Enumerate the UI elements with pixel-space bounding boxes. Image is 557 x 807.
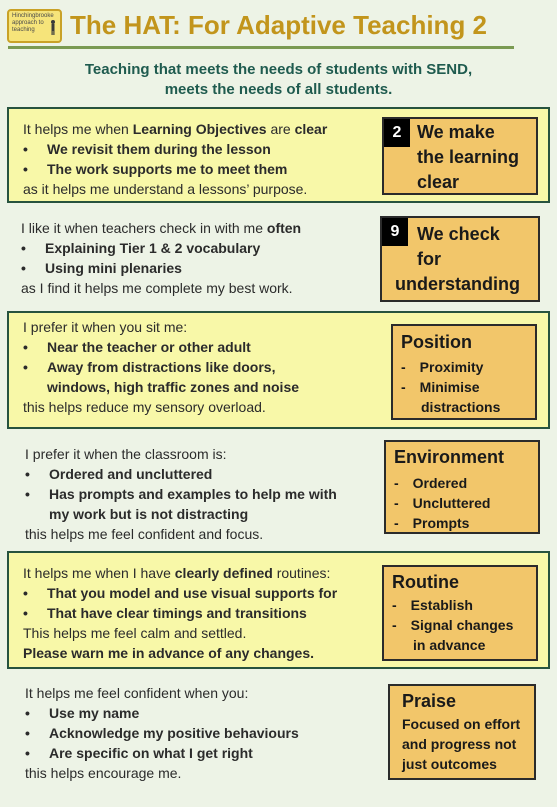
list-item: • Away from distractions like doors, xyxy=(23,359,276,375)
strategy-card xyxy=(384,440,540,534)
card-item: Focused on effort xyxy=(402,716,521,732)
card-item: - Establish xyxy=(392,597,473,613)
strategy-card xyxy=(382,565,538,661)
section-closing: this helps reduce my sensory overload. xyxy=(23,399,266,415)
card-item: - Proximity xyxy=(401,359,484,375)
section-warning: Please warn me in advance of any changes. xyxy=(23,645,315,661)
section-closing: as it helps me understand a lessons’ purpose. xyxy=(23,181,308,197)
section-intro: It helps me feel confident when you: xyxy=(25,685,249,701)
section-check-understanding xyxy=(7,210,550,306)
strategy-card xyxy=(391,324,537,420)
card-item-continued: in advance xyxy=(413,637,486,653)
section-intro: I like it when teachers check in with me often xyxy=(21,220,302,236)
card-item: - Uncluttered xyxy=(394,495,491,511)
section-closing: this helps encourage me. xyxy=(25,765,182,781)
section-closing: as I find it helps me complete my best work. xyxy=(21,280,293,296)
card-item: - Signal changes xyxy=(392,617,514,633)
strategy-card xyxy=(382,117,538,195)
logo-text: Hinchingbrooke approach to teaching xyxy=(12,13,54,33)
list-item: • That have clear timings and transitions xyxy=(23,605,307,621)
subtitle-line-2: meets the needs of all students. xyxy=(164,81,393,98)
strategy-card xyxy=(388,684,536,780)
card-item: and progress not xyxy=(402,736,517,752)
section-intro: I prefer it when the classroom is: xyxy=(25,446,227,462)
section-intro: It helps me when I have clearly defined routines: xyxy=(23,565,331,581)
list-item: • We revisit them during the lesson xyxy=(23,141,271,157)
section-praise xyxy=(7,677,550,789)
card-heading-line: We check xyxy=(417,224,500,244)
card-item: - Prompts xyxy=(394,515,470,531)
card-heading-line: We make xyxy=(417,122,495,142)
list-item-continued: my work but is not distracting xyxy=(49,506,249,522)
card-item-continued: distractions xyxy=(421,399,501,415)
section-intro: I prefer it when you sit me: xyxy=(23,319,188,335)
strategy-number: 2 xyxy=(384,119,410,147)
section-environment xyxy=(7,436,550,544)
card-heading-line: clear xyxy=(417,172,460,192)
subtitle-line-1: Teaching that meets the needs of students with SEND, xyxy=(84,61,473,78)
card-heading-line: understanding xyxy=(395,274,520,294)
school-logo xyxy=(7,9,62,43)
card-heading-line: for xyxy=(417,249,441,269)
section-learning-objectives xyxy=(7,107,550,203)
list-item: • Ordered and uncluttered xyxy=(25,466,213,482)
card-item: - Ordered xyxy=(394,475,468,491)
card-heading-line: the learning xyxy=(417,147,520,167)
section-closing: this helps me feel confident and focus. xyxy=(25,526,264,542)
list-item: • Has prompts and examples to help me with xyxy=(25,486,337,502)
strategy-number: 9 xyxy=(382,218,408,246)
list-item: • Explaining Tier 1 & 2 vocabulary xyxy=(21,240,261,256)
card-item: just outcomes xyxy=(402,756,497,772)
card-heading: Environment xyxy=(394,447,505,467)
list-item: • Are specific on what I get right xyxy=(25,745,253,761)
strategy-card xyxy=(380,216,540,302)
card-heading: Praise xyxy=(402,691,457,711)
list-item: • Acknowledge my positive behaviours xyxy=(25,725,299,741)
list-item-continued: windows, high traffic zones and noise xyxy=(47,379,300,395)
list-item: • Use my name xyxy=(25,705,140,721)
card-heading: Position xyxy=(401,332,472,352)
list-item: • Near the teacher or other adult xyxy=(23,339,251,355)
section-intro: It helps me when Learning Objectives are clear xyxy=(23,121,328,137)
list-item: • Using mini plenaries xyxy=(21,260,182,276)
section-closing: This helps me feel calm and settled. xyxy=(23,625,247,641)
section-position xyxy=(7,311,550,429)
list-item: • That you model and use visual supports for xyxy=(23,585,338,601)
section-routine xyxy=(7,551,550,669)
title-divider xyxy=(8,46,514,49)
list-item: • The work supports me to meet them xyxy=(23,161,288,177)
card-heading: Routine xyxy=(392,572,459,592)
card-item: - Minimise xyxy=(401,379,480,395)
person-icon xyxy=(49,19,57,35)
page-title: The HAT: For Adaptive Teaching 2 xyxy=(70,10,488,40)
